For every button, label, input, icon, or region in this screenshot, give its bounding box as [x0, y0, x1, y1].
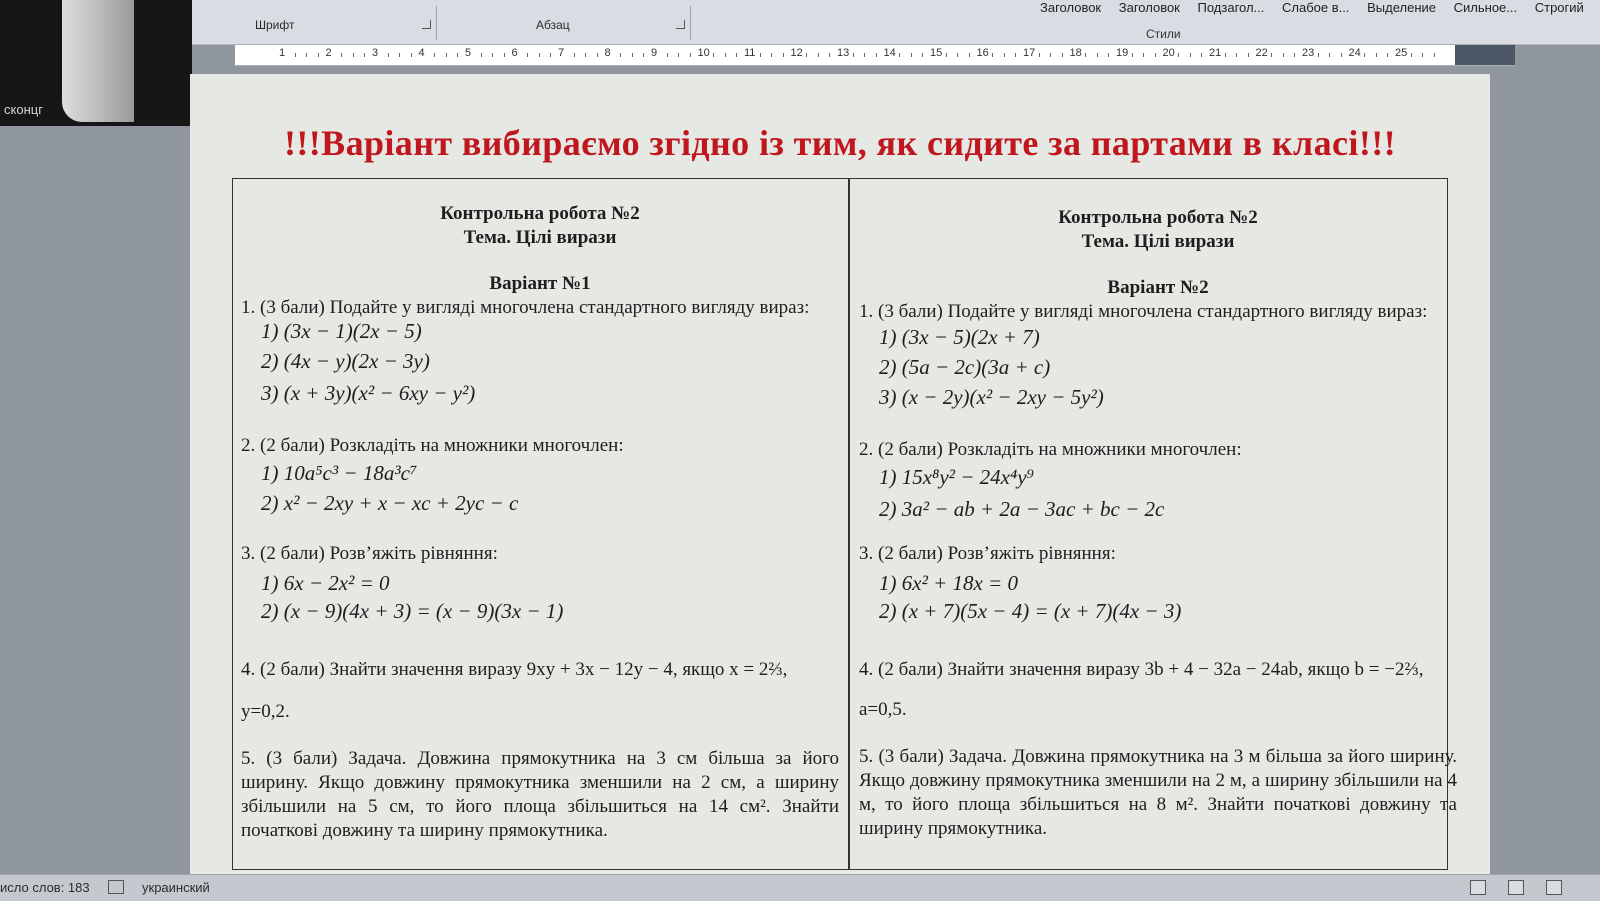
- task-2-item: 2) 3a² − ab + 2a − 3ac + bc − 2c: [879, 497, 1165, 521]
- ruler-tick: [736, 53, 737, 57]
- ruler-tick: [643, 53, 644, 57]
- ruler-number: 19: [1116, 47, 1129, 59]
- ruler-number: 21: [1209, 47, 1222, 59]
- paragraph-group-label: Абзац: [536, 18, 570, 32]
- ruler-tick: [295, 53, 296, 57]
- ruler-margin: [1455, 45, 1515, 65]
- ruler-tick: [1294, 53, 1295, 57]
- ruler-tick: [725, 53, 726, 57]
- ruler-tick: [899, 53, 900, 57]
- language-indicator[interactable]: украинский: [142, 880, 210, 895]
- ruler-tick: [1201, 53, 1202, 57]
- task-3-item: 1) 6x² + 18x = 0: [879, 571, 1019, 595]
- ruler-number: 5: [465, 47, 472, 59]
- task-2-item: 1) 10a⁵c³ − 18a³c⁷: [261, 461, 418, 485]
- ruler-tick: [434, 53, 435, 57]
- ruler-tick: [1422, 53, 1423, 57]
- task-3-item: 2) (x + 7)(5x − 4) = (x + 7)(4x − 3): [879, 599, 1182, 623]
- styles-group-label: Стили: [1146, 27, 1181, 41]
- paragraph-dialog-launcher-icon[interactable]: [676, 20, 685, 29]
- ruler-tick: [1376, 53, 1377, 57]
- ruler-tick: [1387, 53, 1388, 57]
- task-1-item: 2) (5a − 2c)(3a + c): [879, 355, 1051, 379]
- video-thumbnail[interactable]: [0, 0, 192, 126]
- word-count[interactable]: исло слов: 183: [0, 880, 90, 895]
- ruler-tick: [667, 53, 668, 57]
- ruler-tick: [864, 53, 865, 57]
- task-1: 1. (3 бали) Подайте у вигляді многочлена стандартного вигляду вираз:: [859, 301, 1428, 322]
- ruler-tick: [818, 53, 819, 57]
- ruler-number: 12: [790, 47, 803, 59]
- ruler-number: 14: [883, 47, 896, 59]
- ruler-tick: [783, 53, 784, 57]
- ruler-number: 24: [1348, 47, 1361, 59]
- ruler-tick: [1434, 53, 1435, 57]
- ruler-number: 8: [604, 47, 611, 59]
- ruler-tick: [550, 53, 551, 57]
- ruler-tick: [1225, 53, 1226, 57]
- ruler-tick: [1108, 53, 1109, 57]
- ruler-tick: [1271, 53, 1272, 57]
- ruler-number: 17: [1023, 47, 1036, 59]
- variant-heading: Варіант №2: [1107, 277, 1209, 298]
- video-caption: сконцг: [4, 102, 43, 117]
- styles-gallery[interactable]: [1040, 0, 1598, 15]
- ruler-tick: [992, 53, 993, 57]
- style-item[interactable]: Заголовок: [1040, 0, 1102, 15]
- print-layout-icon[interactable]: [1508, 880, 1524, 895]
- ruler-number: 22: [1255, 47, 1268, 59]
- ruler-tick: [760, 53, 761, 57]
- ruler-tick: [539, 53, 540, 57]
- task-4: 4. (2 бали) Знайти значення виразу 9xy + 3x − 12y − 4, якщо x = 2⅔,: [241, 659, 788, 680]
- variant-2-column: [859, 179, 1457, 869]
- ruler-tick: [318, 53, 319, 57]
- task-2-item: 2) x² − 2xy + x − xc + 2yc − c: [261, 491, 519, 515]
- proofing-icon[interactable]: [108, 880, 124, 894]
- status-bar: [0, 874, 1600, 901]
- ruler-tick: [457, 53, 458, 57]
- ruler-tick: [597, 53, 598, 57]
- ruler-tick: [1015, 53, 1016, 57]
- ruler-tick: [353, 53, 354, 57]
- ruler-number: 6: [511, 47, 518, 59]
- ruler-tick: [969, 53, 970, 57]
- ruler-tick: [1190, 53, 1191, 57]
- task-2: 2. (2 бали) Розкладіть на множники многочлен:: [859, 439, 1242, 460]
- ribbon-divider: [436, 6, 437, 40]
- ruler-number: 13: [837, 47, 850, 59]
- ruler-tick: [527, 53, 528, 57]
- ruler-tick: [1283, 53, 1284, 57]
- ruler-tick: [388, 53, 389, 57]
- ruler-tick: [1155, 53, 1156, 57]
- table-column-divider: [848, 179, 850, 869]
- ruler-tick: [946, 53, 947, 57]
- ruler-tick: [399, 53, 400, 57]
- ruler-number: 1: [279, 47, 286, 59]
- ruler-tick: [1318, 53, 1319, 57]
- video-person: [62, 0, 134, 122]
- ruler-tick: [574, 53, 575, 57]
- ruler-tick: [306, 53, 307, 57]
- ruler-tick: [492, 53, 493, 57]
- ruler-tick: [713, 53, 714, 57]
- ruler-number: 15: [930, 47, 943, 59]
- ruler-tick: [341, 53, 342, 57]
- ruler-tick: [1329, 53, 1330, 57]
- ruler-tick: [1341, 53, 1342, 57]
- variants-table: [232, 178, 1457, 870]
- ruler-tick: [922, 53, 923, 57]
- task-3-item: 1) 6x − 2x² = 0: [261, 571, 390, 595]
- task-1-item: 3) (x − 2y)(x² − 2xy − 5y²): [879, 385, 1104, 409]
- task-5: 5. (3 бали) Задача. Довжина прямокутника на 3 м більша за його ширину. Якщо довжину прямокутника зменшили на 2 м, а ширину збільшили на 4 м, то його площа збільшиться на 8 м². Знайти початкові довжину та ширину прямокутника.: [859, 746, 1457, 839]
- ruler-number: 25: [1395, 47, 1408, 59]
- ruler-number: 10: [697, 47, 710, 59]
- style-item[interactable]: Заголовок: [1118, 0, 1180, 15]
- ruler-tick: [1097, 53, 1098, 57]
- horizontal-ruler[interactable]: [235, 44, 1515, 66]
- ruler-tick: [632, 53, 633, 57]
- test-topic: Тема. Цілі вирази: [1081, 231, 1235, 252]
- task-1-item: 1) (3x − 5)(2x + 7): [879, 325, 1040, 349]
- ruler-tick: [957, 53, 958, 57]
- ruler-tick: [1143, 53, 1144, 57]
- task-3-item: 2) (x − 9)(4x + 3) = (x − 9)(3x − 1): [261, 599, 564, 623]
- task-1: 1. (3 бали) Подайте у вигляді многочлена стандартного вигляду вираз:: [241, 297, 810, 318]
- style-item[interactable]: Строгий: [1534, 0, 1584, 15]
- style-item[interactable]: Сильное...: [1453, 0, 1518, 15]
- ruler-tick: [690, 53, 691, 57]
- document-page[interactable]: [190, 74, 1490, 874]
- font-dialog-launcher-icon[interactable]: [422, 20, 431, 29]
- ruler-number: 3: [372, 47, 379, 59]
- ruler-tick: [806, 53, 807, 57]
- ruler-number: 4: [418, 47, 425, 59]
- ruler-tick: [481, 53, 482, 57]
- ruler-tick: [585, 53, 586, 57]
- ruler-tick: [1050, 53, 1051, 57]
- variant-heading: Варіант №1: [489, 273, 591, 294]
- ruler-number: 2: [325, 47, 332, 59]
- task-1-item: 2) (4x − y)(2x − 3y): [261, 349, 430, 373]
- ruler-number: 20: [1162, 47, 1175, 59]
- ruler-tick: [771, 53, 772, 57]
- ruler-tick: [411, 53, 412, 57]
- ruler-tick: [1062, 53, 1063, 57]
- page-headline: !!!Варіант вибираємо згідно із тим, як сидите за партами в класі!!!: [284, 123, 1396, 163]
- task-3: 3. (2 бали) Розв’яжіть рівняння:: [241, 543, 498, 564]
- task-1-item: 1) (3x − 1)(2x − 5): [261, 319, 422, 343]
- ruler-tick: [853, 53, 854, 57]
- ruler-tick: [1248, 53, 1249, 57]
- ribbon: [0, 0, 1600, 45]
- ruler-tick: [446, 53, 447, 57]
- ruler-tick: [829, 53, 830, 57]
- ruler-tick: [504, 53, 505, 57]
- ruler-number: 23: [1302, 47, 1315, 59]
- ruler-tick: [1364, 53, 1365, 57]
- task-2-item: 1) 15x⁸y² − 24x⁴y⁹: [879, 465, 1034, 489]
- ruler-tick: [876, 53, 877, 57]
- ruler-tick: [364, 53, 365, 57]
- ribbon-divider: [690, 6, 691, 40]
- ruler-tick: [1178, 53, 1179, 57]
- task-4: 4. (2 бали) Знайти значення виразу 3b + 4 − 32a − 24ab, якщо b = −2⅔,: [859, 659, 1424, 680]
- style-item[interactable]: Подзагол...: [1197, 0, 1265, 15]
- test-topic: Тема. Цілі вирази: [463, 227, 617, 248]
- web-layout-icon[interactable]: [1546, 880, 1562, 895]
- ruler-tick: [911, 53, 912, 57]
- ruler-tick: [1085, 53, 1086, 57]
- ruler-number: 11: [744, 47, 756, 59]
- ruler-tick: [1039, 53, 1040, 57]
- style-item[interactable]: Выделение: [1367, 0, 1436, 15]
- ruler-number: 7: [558, 47, 565, 59]
- task-3: 3. (2 бали) Розв’яжіть рівняння:: [859, 543, 1116, 564]
- ruler-number: 16: [976, 47, 989, 59]
- task-5: 5. (3 бали) Задача. Довжина прямокутника на 3 см більша за його ширину. Якщо довжину прямокутника зменшили на 2 см, а ширину збільшили на 5 см, то його площа збільшиться на 14 см². Знайти початкові довжину та ширину прямокутника.: [241, 748, 839, 841]
- read-mode-icon[interactable]: [1470, 880, 1486, 895]
- style-item[interactable]: Слабое в...: [1282, 0, 1350, 15]
- ruler-tick: [678, 53, 679, 57]
- variant-1-column: [241, 179, 839, 869]
- task-1-item: 3) (x + 3y)(x² − 6xy − y²): [261, 381, 476, 405]
- task-4-continuation: a=0,5.: [859, 699, 907, 720]
- ruler-tick: [1236, 53, 1237, 57]
- ruler-tick: [1132, 53, 1133, 57]
- ruler-tick: [1411, 53, 1412, 57]
- test-title: Контрольна робота №2: [1058, 207, 1258, 228]
- test-title: Контрольна робота №2: [440, 203, 640, 224]
- ruler-number: 9: [651, 47, 658, 59]
- task-4-continuation: y=0,2.: [241, 701, 290, 722]
- task-2: 2. (2 бали) Розкладіть на множники многочлен:: [241, 435, 624, 456]
- ruler-tick: [1004, 53, 1005, 57]
- ruler-number: 18: [1069, 47, 1082, 59]
- ruler-tick: [620, 53, 621, 57]
- font-group-label: Шрифт: [255, 18, 295, 32]
